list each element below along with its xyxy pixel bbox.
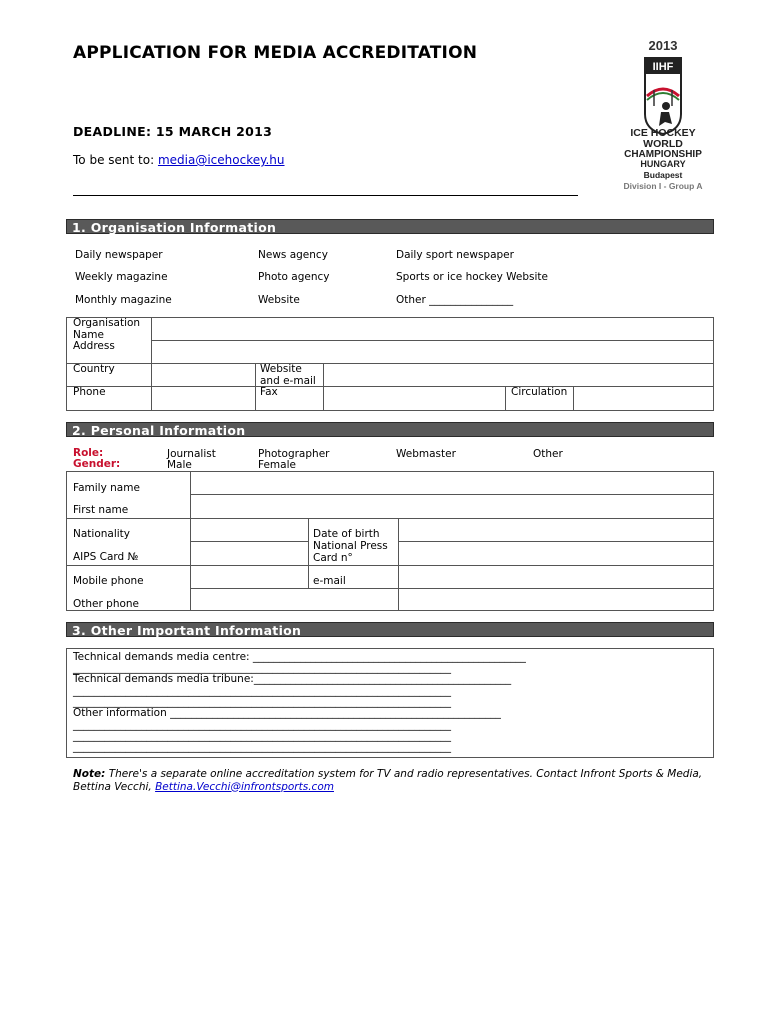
gender-label: Gender:	[73, 458, 121, 470]
role-journalist[interactable]: Journalist	[167, 448, 216, 460]
option-monthly-magazine[interactable]: Monthly magazine	[75, 294, 172, 306]
logo-line6: Division I - Group A	[623, 181, 703, 191]
option-other[interactable]: Other ________________	[396, 294, 514, 306]
section-organisation-heading: 1. Organisation Information	[66, 219, 714, 234]
phone-label: Phone	[73, 386, 106, 398]
website-email-label: Website and e-mail	[260, 363, 316, 387]
logo-line2: WORLD	[643, 138, 683, 150]
logo-line5: Budapest	[643, 170, 683, 180]
aips-field[interactable]	[191, 542, 307, 564]
org-name-field[interactable]	[152, 318, 713, 339]
send-to-line	[73, 153, 285, 167]
other-info-line: ________________________________________________________________________	[73, 730, 451, 742]
role-photographer[interactable]: Photographer	[258, 448, 330, 460]
option-photo-agency[interactable]: Photo agency	[258, 271, 330, 283]
dob-label: Date of birth	[313, 528, 380, 540]
option-daily-sport-newspaper[interactable]: Daily sport newspaper	[396, 249, 514, 261]
section-personal-heading: 2. Personal Information	[66, 422, 714, 437]
other-info-line: ________________________________________________________________________	[73, 685, 451, 697]
note-label: Note:	[73, 768, 106, 780]
aips-label: AIPS Card №	[73, 551, 139, 563]
country-field[interactable]	[152, 364, 254, 385]
logo-year: 2013	[648, 38, 678, 53]
note-email-link[interactable]: Bettina.Vecchi@infrontsports.com	[155, 780, 334, 793]
option-website[interactable]: Website	[258, 294, 300, 306]
option-news-agency[interactable]: News agency	[258, 249, 328, 261]
page-title: APPLICATION FOR MEDIA ACCREDITATION	[73, 43, 478, 63]
other-info-line: ________________________________________________________________________	[73, 662, 451, 674]
address-field[interactable]	[152, 341, 713, 362]
svg-text:IIHF: IIHF	[652, 61, 674, 73]
logo-line3: CHAMPIONSHIP	[624, 149, 702, 160]
family-name-field[interactable]	[191, 472, 713, 493]
logo-line4: HUNGARY	[640, 159, 686, 169]
other-phone-field[interactable]	[191, 589, 397, 610]
other-phone-label: Other phone	[73, 598, 140, 610]
circulation-label: Circulation	[511, 386, 568, 398]
national-press-label: National Press Card n°	[313, 540, 388, 564]
section-other-heading: 3. Other Important Information	[66, 622, 714, 637]
other-info-line: Technical demands media centre: ____________________________________________________	[73, 651, 526, 663]
logo-line1: ICE HOCKEY	[630, 127, 696, 139]
family-name-label: Family name	[73, 482, 140, 494]
iihf-badge-icon	[642, 56, 684, 136]
note-text: There's a separate online accreditation system for TV and radio representatives. Contact Infront Sports & Media, Bettina Vecchi,	[73, 768, 703, 793]
role-webmaster[interactable]: Webmaster	[396, 448, 456, 460]
deadline-text: DEADLINE: 15 MARCH 2013	[73, 124, 273, 139]
send-to-label: To be sent to:	[73, 153, 155, 167]
other-info-line: ________________________________________________________________________	[73, 741, 451, 753]
role-label: Role:	[73, 447, 104, 459]
championship-logo	[612, 38, 714, 193]
other-info-line: Other information _______________________________________________________________	[73, 707, 501, 719]
send-to-email-link[interactable]: media@icehockey.hu	[157, 153, 285, 167]
gender-male[interactable]: Male	[167, 459, 192, 471]
fax-field[interactable]	[324, 387, 504, 410]
email-label: e-mail	[313, 575, 346, 587]
option-sports-website[interactable]: Sports or ice hockey Website	[396, 271, 548, 283]
option-daily-newspaper[interactable]: Daily newspaper	[75, 249, 163, 261]
mobile-phone-label: Mobile phone	[73, 575, 144, 587]
mobile-phone-field[interactable]	[191, 566, 307, 587]
country-label: Country	[73, 363, 115, 375]
fax-label: Fax	[260, 386, 278, 398]
circulation-field[interactable]	[574, 387, 713, 410]
dob-field[interactable]	[399, 519, 713, 540]
email-field[interactable]	[399, 566, 713, 587]
nationality-label: Nationality	[73, 528, 131, 540]
national-press-field[interactable]	[399, 542, 713, 564]
header-divider	[73, 195, 578, 196]
other-info-line: Technical demands media tribune:_________________________________________________	[73, 673, 512, 685]
nationality-field[interactable]	[191, 519, 307, 540]
phone-field[interactable]	[152, 387, 254, 410]
gender-female[interactable]: Female	[258, 459, 296, 471]
website-email-field[interactable]	[324, 364, 713, 385]
first-name-label: First name	[73, 504, 129, 516]
other-info-line: ________________________________________________________________________	[73, 696, 451, 708]
org-name-label: Organisation Name	[73, 317, 141, 341]
address-label: Address	[73, 340, 115, 352]
role-other[interactable]: Other	[533, 448, 563, 460]
other-info-line: ________________________________________________________________________	[73, 719, 451, 731]
footer-note	[73, 768, 713, 793]
first-name-field[interactable]	[191, 495, 713, 517]
option-weekly-magazine[interactable]: Weekly magazine	[75, 271, 168, 283]
